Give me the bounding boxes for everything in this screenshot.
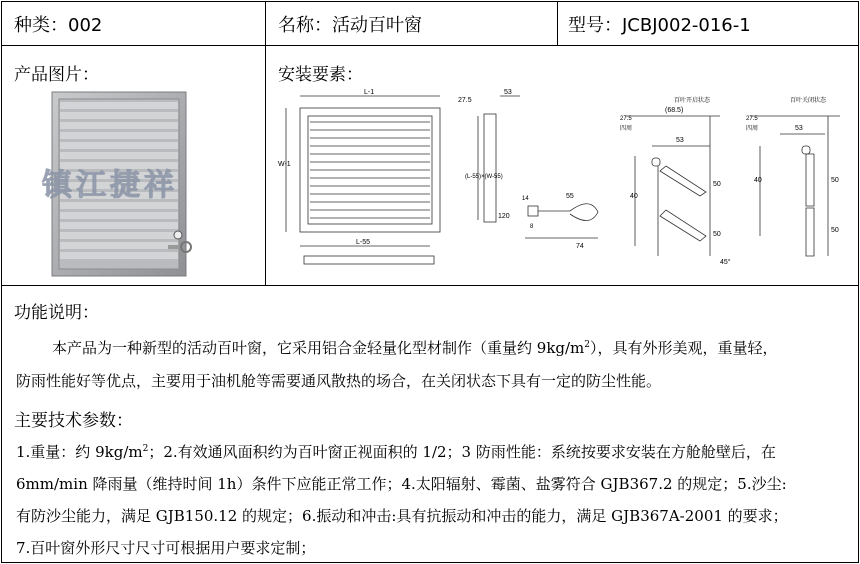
name-cell: 名称：活动百叶窗 <box>278 14 422 36</box>
dim-siqic: 四周 <box>746 126 759 132</box>
type-cell: 种类：002 <box>14 14 103 36</box>
open-section-drawing <box>625 116 720 256</box>
watermark: 镇江捷祥 <box>42 168 178 203</box>
function-title: 功能说明： <box>14 303 99 323</box>
state-open: 百叶开启状态 <box>674 98 711 104</box>
dim-14: 14 <box>522 196 529 202</box>
dim-53a: 53 <box>504 89 512 96</box>
params-line-1: 1.重量：约 $9kg/m^2$；2.有效通风面积约为百叶窗正视面积的 1/2；3 防雨性能：系统按要求安装在方舱舱壁后，在 <box>16 443 776 461</box>
dim-53b: 53 <box>676 137 684 144</box>
product-image-label: 产品图片： <box>14 65 99 85</box>
dim-275c: 27.5 <box>746 116 758 122</box>
dim-l55: L-55 <box>356 239 371 246</box>
dim-685: (68.5) <box>665 107 684 114</box>
params-line-4: 7.百叶窗外形尺寸尺寸可根据用户要求定制； <box>16 539 316 557</box>
column-divider-1 <box>265 2 266 285</box>
header-divider <box>2 45 858 46</box>
dim-l1: L-1 <box>364 89 375 96</box>
install-label: 安装要素： <box>278 65 363 85</box>
front-view-drawing <box>286 96 520 264</box>
dim-74: 74 <box>576 243 584 250</box>
dim-inner: (L-55)×(W-55) <box>465 174 503 180</box>
params-line-2: 6mm/min 降雨量（维持时间 1h）条件下应能正常工作；4.太阳辐射、霉菌、盐雾符合 GJB367.2 的规定；5.沙尘: <box>16 475 787 493</box>
handle-drawing <box>525 204 598 238</box>
dim-275a: 27.5 <box>458 97 472 104</box>
dim-siqi: 四周 <box>620 126 633 132</box>
dim-40c: 40 <box>754 177 762 184</box>
install-drawings <box>280 86 850 286</box>
dim-40: 40 <box>630 193 638 200</box>
state-closed: 百叶关闭状态 <box>790 98 827 104</box>
dim-45: 45° <box>720 259 731 266</box>
closed-section-drawing <box>750 116 840 256</box>
spec-sheet <box>1 1 859 563</box>
dim-50d: 50 <box>831 227 839 234</box>
function-line-2: 防雨性能好等优点，主要用于油机舱等需要通风散热的场合，在关闭状态下具有一定的防尘性能。 <box>16 372 662 390</box>
dim-275b: 27.5 <box>620 116 632 122</box>
dim-8: 8 <box>530 224 534 230</box>
column-divider-2 <box>557 2 558 45</box>
function-line-1: 本产品为一种新型的活动百叶窗，它采用铝合金轻量化型材制作（重量约 $9kg/m^2$），具有外形美观，重量轻， <box>52 339 778 357</box>
lock-hole <box>174 231 182 239</box>
params-line-3: 有防沙尘能力，满足 GJB150.12 的规定；6.振动和冲击:具有抗振动和冲击的能力，满足 GJB367A-2001 的要求； <box>16 507 788 525</box>
dim-50a: 50 <box>713 181 721 188</box>
dim-w1: W-1 <box>278 161 291 168</box>
model-cell: 型号：JCBJ002-016-1 <box>568 14 751 36</box>
dim-53c: 53 <box>795 125 803 132</box>
dim-50c: 50 <box>831 177 839 184</box>
params-title: 主要技术参数： <box>14 411 133 431</box>
dim-50b: 50 <box>713 231 721 238</box>
dim-k: 55 <box>566 193 574 200</box>
dim-120: 120 <box>498 213 510 220</box>
